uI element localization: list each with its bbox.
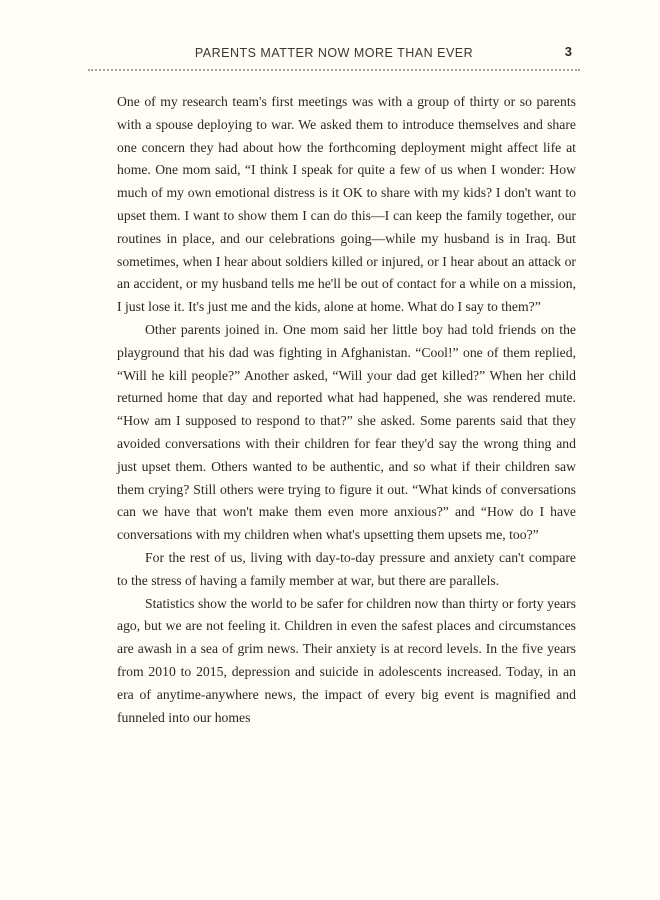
paragraph-4: Statistics show the world to be safer for children now than thirty or forty years ago, but we are not feeling it. Children in even the safest places and circumstances are awash in a sea of grim news. Their anxiety is at record levels. In the five years from 2010 to 2015, depression and suicide in adolescents increased. Today, in an era of anytime-anywhere news, the impact of every big event is magnified and funneled into our homes (117, 595, 576, 725)
running-title: PARENTS MATTER NOW MORE THAN EVER (194, 46, 474, 60)
header-divider (88, 69, 580, 71)
paragraph-2: Other parents joined in. One mom said her little boy had told friends on the playground that his dad was fighting in Afghanistan. “Cool!” one of them replied, “Will he kill people?” Another asked, “Will your dad get killed?” When her child returned home that day and reported what had happened, she was rendered mute. “How am I supposed to respond to that?” she asked. Some parents said that they avoided conversations with their children for fear they'd say the wrong thing and just upset them. Others wanted to be authentic, and so what if their children saw them crying? Still others were trying to figure it out. “What kinds of conversations can we have that won't make them even more anxious?” and “How do I have conversations with my children when what's upsetting them upsets me, too?” (117, 321, 576, 543)
running-header (88, 44, 580, 66)
page-number: 3 (564, 44, 572, 59)
body-text (117, 91, 576, 729)
paragraph-1: One of my research team's first meetings was with a group of thirty or so parents with a spouse deploying to war. We asked them to introduce themselves and share one concern they had about how the forthcoming deployment might affect life at home. One mom said, “I think I speak for quite a few of us when I wonder: How much of my own emotional distress is it OK to share with my kids? I don't want to upset them. I want to show them I can do this—I can keep the family together, our routines in place, and our celebrations going—while my husband is in Iraq. But sometimes, when I hear about soldiers killed or injured, or I hear about an attack or an accident, or my husband tells me he'll be out of contact for a while on a mission, I just lose it. It's just me and the kids, alone at home. What do I say to them?” (117, 94, 576, 315)
paragraph-3: For the rest of us, living with day-to-day pressure and anxiety can't compare to the stress of having a family member at war, but there are parallels. (117, 549, 576, 588)
